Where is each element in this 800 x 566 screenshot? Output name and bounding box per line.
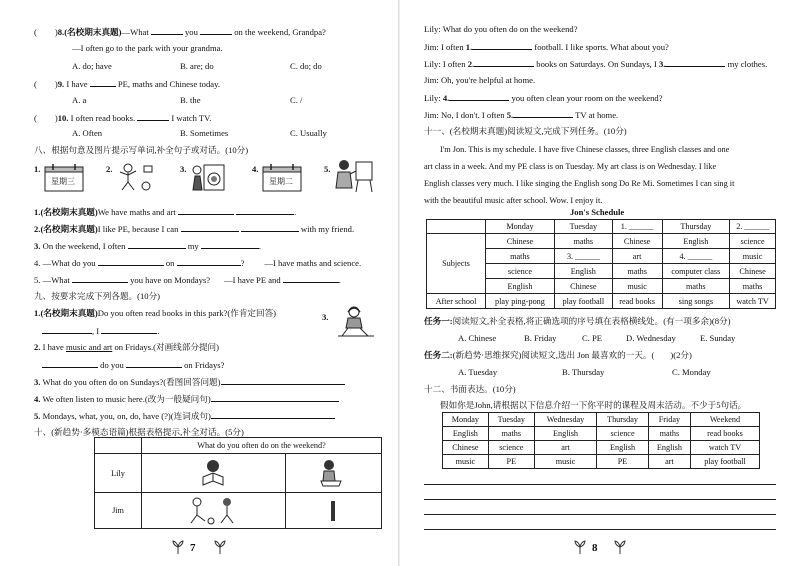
lily-reading-cell: [142, 454, 286, 493]
jim-blank-cell: [285, 493, 381, 529]
answer-blank[interactable]: [42, 325, 92, 334]
s9-item-5: 5. Mondays, what, you, on, do, have (?)(连词成句): [34, 410, 335, 422]
painting-girl-picture: [334, 158, 374, 199]
answer-blank[interactable]: [42, 359, 98, 368]
option-e[interactable]: E. Sunday: [700, 333, 736, 343]
answer-blank[interactable]: [211, 393, 339, 402]
option-c[interactable]: C. /: [290, 95, 303, 105]
lily-laundry-cell: [285, 454, 381, 493]
row-label-jim: Jim: [95, 493, 142, 529]
s9-item-4: 4. We often listen to music here.(改为一般疑问句): [34, 393, 339, 405]
option-d[interactable]: D. Wednesday: [626, 333, 676, 343]
option-c[interactable]: C. Monday: [672, 367, 711, 377]
football-boys-icon: [183, 495, 243, 525]
answer-blank[interactable]: [181, 223, 239, 232]
option-b[interactable]: B. are; do: [180, 61, 214, 71]
option-c[interactable]: C. PE: [582, 333, 603, 343]
sprout-icon: [214, 540, 226, 559]
john-schedule-table: Monday Tuesday Wednesday Thursday Friday Weekend English maths English science maths read books Chinese science art English English watch TV music PE music PE art play football: [442, 412, 760, 469]
day-header: Thursday: [662, 220, 730, 234]
day-header: Monday: [486, 220, 555, 234]
subjects-label: Subjects: [427, 234, 486, 294]
option-a[interactable]: A. do; have: [72, 61, 112, 71]
answer-blank[interactable]: [221, 376, 345, 385]
answer-blank[interactable]: [201, 240, 259, 249]
sprout-icon: [172, 540, 184, 559]
answer-blank[interactable]: [177, 257, 241, 266]
calendar-tuesday-picture: 星期二: [262, 164, 302, 197]
q10-line: ( )10. I often read books. I watch TV.: [34, 113, 212, 123]
answer-blank[interactable]: [665, 58, 725, 67]
section10-title: 十、(新趋势·多模态语篇)根据表格提示,补全对话。(5分): [34, 427, 244, 437]
answer-blank[interactable]: [513, 109, 573, 118]
laundry-girl-icon: [313, 457, 353, 487]
washing-machine-picture: [190, 162, 230, 197]
dialog-line: Jim: Oh, you're helpful at home.: [424, 75, 536, 85]
left-page: ( )8.(名校期末真题)—What you on the weekend, Grandpa? —I often go to the park with your grandma. A. do; have B. are; do C. do; do ( )9. I have PE, maths and Chinese today. A. a B. the C. / ( )10. I often read books. I watch TV. A. Often B. Sometimes C. Usually 八、根据句意及图片提示写单词,补全句子或对话。(10分) 1. 星期三 2. 3. 4. 星期二 5. 1.(名校期末真题)We have maths and art . 2.(名校期末真题)I like PE, because I can with my friend. 3. On the weekend, I often my . 4. —What do you on ? —I have maths and science. 5. —What you have on Mondays? —I have PE and . 九、按要求完成下列各题。(10分) 1.(名校期末真题)Do you often read books in this park?(作肯定回答) , I . 3. 2. I have music and art on Fridays.(对画线部分提问) do you on Fridays? 3. What do you often do on Sundays?(看图回答问题) 4. We often listen to music here.(改为一般疑问句) 5. Mondays, what, you, on, do, have (?)(连词成句) 十、(新趋势·多模态语篇)根据表格提示,补全对话。(5分) What do you often do on the weekend? Lily Jim 7: [0, 0, 400, 566]
answer-blank[interactable]: [178, 206, 234, 215]
answer-blank[interactable]: [474, 58, 534, 67]
weekend-activity-table: [94, 437, 382, 529]
dialog-line: Jim: No, I don't. I often 5. TV at home.: [424, 110, 619, 120]
listening-boy-picture: [336, 304, 376, 343]
s8-item-4: 4. —What do you on ? —I have maths and science.: [34, 258, 362, 268]
jim-football-cell: [142, 493, 286, 529]
section8-title: 八、根据句意及图片提示写单词,补全句子或对话。(10分): [34, 145, 249, 155]
dialog-line: Lily: 4. you often clean your room on the weekend?: [424, 93, 663, 103]
section9-title: 九、按要求完成下列各题。(10分): [34, 291, 161, 301]
q8-line: ( )8.(名校期末真题)—What you on the weekend, Grandpa?: [34, 27, 326, 37]
day-header-blank[interactable]: 2. ______: [730, 220, 776, 234]
tall-bar-icon: [323, 495, 343, 525]
row-label-lily: Lily: [95, 454, 142, 493]
answer-blank[interactable]: [126, 359, 182, 368]
option-c[interactable]: C. do; do: [290, 61, 322, 71]
answer-blank[interactable]: [90, 78, 116, 87]
writing-line[interactable]: [424, 499, 776, 500]
answer-blank[interactable]: [283, 274, 339, 283]
option-a[interactable]: A. Tuesday: [458, 367, 498, 377]
section11-title: 十一、(名校期末真题)阅读短文,完成下列任务。(10分): [424, 126, 627, 136]
answer-blank[interactable]: [449, 92, 509, 101]
reading-girl-icon: [193, 457, 233, 487]
answer-blank[interactable]: [472, 41, 532, 50]
dialog-line: Jim: I often 1. football. I like sports. What about you?: [424, 42, 669, 52]
option-a[interactable]: A. Often: [72, 128, 103, 138]
dialog-line: Lily: What do you often do on the weekend?: [424, 24, 578, 34]
s9-item-2-answer: do you on Fridays?: [42, 359, 224, 371]
q9-line: ( )9. I have PE, maths and Chinese today.: [34, 79, 220, 89]
subject-blank[interactable]: 3. ______: [554, 249, 612, 264]
option-b[interactable]: B. the: [180, 95, 201, 105]
s9-item-3: 3. What do you often do on Sundays?(看图回答问题): [34, 376, 345, 388]
answer-blank[interactable]: [211, 410, 335, 419]
table-header: What do you often do on the weekend?: [142, 438, 382, 454]
s9-item-1-answer: , I .: [42, 325, 159, 337]
passage-line: English classes very much. I like singing the English song Do Re Mi. Sometimes I can sing it: [424, 179, 735, 188]
writing-line[interactable]: [424, 484, 776, 485]
page-number: 7: [190, 542, 196, 554]
exam-tag: (名校期末真题): [64, 27, 122, 37]
q8-reply: —I often go to the park with your grandma.: [72, 43, 223, 53]
subject-blank[interactable]: 4. ______: [662, 249, 730, 264]
s9-item-1: 1.(名校期末真题)Do you often read books in this park?(作肯定回答): [34, 308, 277, 318]
writing-line[interactable]: [424, 514, 776, 515]
task1-line: 任务一:阅读短文,补全表格,将正确选项的序号填在表格横线处。(有一项多余)(8分): [424, 316, 731, 326]
answer-blank[interactable]: [151, 26, 183, 35]
answer-blank[interactable]: [128, 240, 186, 249]
option-b[interactable]: B. Thursday: [562, 367, 605, 377]
passage-line: with the beautiful music after school. Wow. I enjoy it.: [424, 196, 603, 205]
writing-prompt: 假如你是John,请根据以下信息介绍一下你平时的课程及周末活动。不少于5句话。: [440, 400, 747, 410]
ball-game-picture: [116, 162, 156, 197]
passage-line: I'm Jon. This is my schedule. I have five Chinese classes, three English classes and one: [440, 145, 730, 154]
after-school-label: After school: [427, 294, 486, 309]
section12-title: 十二、书面表达。(10分): [424, 384, 516, 394]
answer-blank[interactable]: [137, 112, 169, 121]
jon-schedule-table: Monday Tuesday 1. ______ Thursday 2. ______ Subjects Chinese maths Chinese English science maths 3. ______ art 4. ______ music science English maths computer class Chinese English Chinese music maths maths After school play ping-pong play football read books sing songs watch TV: [426, 219, 776, 309]
option-a[interactable]: A. a: [72, 95, 87, 105]
dialog-line: Lily: I often 2. books on Saturdays. On Sundays, I 3. my clothes.: [424, 59, 768, 69]
answer-paren-open: (: [34, 27, 37, 37]
sprout-icon: [614, 540, 626, 559]
s8-item-3: 3. On the weekend, I often my .: [34, 241, 261, 251]
s8-item-2: 2.(名校期末真题)I like PE, because I can with my friend.: [34, 224, 355, 234]
day-header: Tuesday: [554, 220, 612, 234]
answer-blank[interactable]: [101, 325, 157, 334]
option-b[interactable]: B. Friday: [524, 333, 557, 343]
answer-blank[interactable]: [200, 26, 232, 35]
right-page: [400, 0, 800, 566]
passage-line: art class in a week. And my PE class is on Tuesday. My art class is on Wednesday. I like: [424, 162, 717, 171]
answer-blank[interactable]: [236, 206, 294, 215]
task2-line: 任务二:(新趋势·思维探究)阅读短文,选出 Jon 最喜欢的一天。( )(2分): [424, 350, 692, 360]
answer-blank[interactable]: [241, 223, 299, 232]
s8-item-1: 1.(名校期末真题)We have maths and art .: [34, 207, 297, 217]
page-number: 8: [592, 542, 598, 554]
answer-blank[interactable]: [72, 274, 128, 283]
s8-item-5: 5. —What you have on Mondays? —I have PE and .: [34, 275, 341, 285]
sprout-icon: [574, 540, 586, 559]
schedule-title: Jon's Schedule: [570, 207, 625, 217]
s9-item-2: 2. I have music and art on Fridays.(对画线部分提问): [34, 342, 219, 352]
option-c[interactable]: C. Usually: [290, 128, 327, 138]
day-header-blank[interactable]: 1. ______: [612, 220, 662, 234]
answer-blank[interactable]: [98, 257, 164, 266]
option-a[interactable]: A. Chinese: [458, 333, 497, 343]
writing-line[interactable]: [424, 529, 776, 530]
option-b[interactable]: B. Sometimes: [180, 128, 229, 138]
calendar-wednesday-picture: 星期三: [44, 164, 84, 197]
